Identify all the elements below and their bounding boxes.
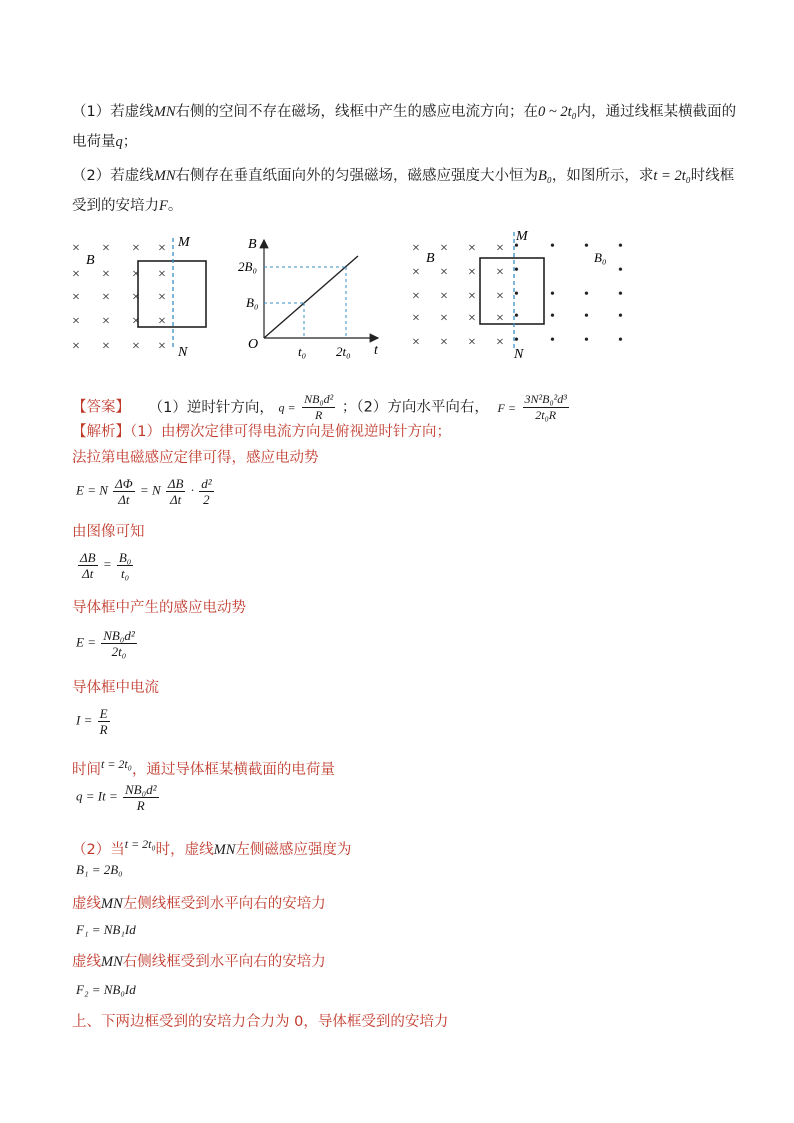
cross-mark: × — [440, 335, 448, 350]
var-mn: MN — [153, 168, 176, 184]
label-b: B — [86, 253, 95, 268]
cross-mark: × — [412, 241, 420, 256]
cross-mark: × — [496, 265, 504, 280]
label-m: M — [516, 229, 528, 244]
analysis-line-10: 上、下两边框受到的安培力合力为 0，导体框受到的安培力 — [72, 1014, 449, 1030]
cross-mark: × — [102, 267, 110, 282]
origin-o: O — [248, 337, 259, 352]
equation-emf: E = $\frac{\text{NB₀d²}}{\text{2t₀}}$ — [76, 628, 135, 659]
var-f: F — [159, 198, 168, 214]
cross-mark: × — [132, 339, 140, 354]
dot-mark: • — [584, 239, 589, 254]
dot-mark: • — [550, 333, 555, 348]
dot-mark: • — [618, 333, 623, 348]
cross-mark: × — [72, 290, 80, 305]
label-m: M — [178, 235, 190, 250]
wire-loop — [138, 261, 206, 327]
wire-loop — [480, 258, 544, 324]
answer-tag: 【答案】 — [72, 399, 130, 416]
question-1-line-2: 电荷量q； — [72, 134, 138, 150]
time-range: 0 ~ 2t₀ — [537, 104, 577, 120]
cross-mark: × — [468, 265, 476, 280]
dot-grid — [514, 239, 623, 348]
cross-mark: × — [132, 267, 140, 282]
cross-mark: × — [132, 241, 140, 256]
cross-mark: × — [440, 265, 448, 280]
figure-3-two-field — [404, 226, 640, 360]
fraction-f: $\frac{\text{3N²B₀²d³}}{\text{2t₀R}}$ — [524, 392, 567, 422]
equation-emf-faraday: E = N $\frac{\Delta\Phi}{\Delta t}$ = N $\frac{\Delta B}{\Delta t}$ · $\frac{\text{d²}}{2}$ — [76, 476, 212, 507]
dot-mark: • — [618, 287, 623, 302]
tick-b0: B₀ — [246, 295, 259, 310]
analysis-line-8: 虚线MN左侧线框受到水平向右的安培力 — [72, 896, 326, 912]
dot-mark: • — [514, 309, 519, 324]
cross-mark: × — [102, 290, 110, 305]
label-b0: B₀ — [594, 250, 607, 265]
equation-f1: F₁ = NB₁Id — [76, 922, 136, 937]
cross-mark: × — [102, 314, 110, 329]
cross-mark: × — [440, 289, 448, 304]
axis-label-b: B — [248, 237, 257, 252]
analysis-line-6: 时间$^{t = 2t_0}$，通过导体框某横截面的电荷量 — [72, 757, 335, 778]
tick-2b0: 2B₀ — [238, 259, 257, 274]
dot-mark: • — [618, 263, 623, 278]
dot-mark: • — [550, 239, 555, 254]
cross-mark: × — [468, 289, 476, 304]
question-2-line-2: 受到的安培力F。 — [72, 198, 183, 214]
cross-mark: × — [412, 289, 420, 304]
var-mn: MN — [153, 104, 176, 120]
cross-mark: × — [102, 339, 110, 354]
figure-2-b-t-graph — [238, 230, 388, 362]
question-1-line-1: （1）若虚线MN右侧的空间不存在磁场，线框中产生的感应电流方向；在0 ~ 2t₀内，通过线框某横截面的 — [72, 104, 737, 120]
tick-t0: t₀ — [298, 344, 307, 359]
equation-slope: $\frac{\Delta B}{\Delta t}$ = $\frac{\text{B₀}}{\text{t₀}}$ — [80, 550, 132, 581]
analysis-line-3: 由图像可知 — [72, 524, 145, 540]
analysis-tag: 【解析】 — [72, 424, 130, 440]
equation-b1: B₁ = 2B₀ — [76, 862, 123, 877]
dot-mark: • — [584, 333, 589, 348]
label-n: N — [178, 345, 188, 360]
figure-1-left-field — [62, 228, 222, 360]
cross-mark: × — [132, 290, 140, 305]
cross-mark: × — [158, 290, 166, 305]
cross-mark: × — [158, 241, 166, 256]
cross-mark: × — [102, 241, 110, 256]
dot-mark: • — [514, 333, 519, 348]
dot-mark: • — [514, 287, 519, 302]
question-2-line-1: （2）若虚线MN右侧存在垂直纸面向外的匀强磁场，磁感应强度大小恒为B₀，如图所示，求t = 2t₀时线框 — [72, 168, 735, 184]
label-b: B — [426, 251, 435, 266]
cross-mark: × — [72, 314, 80, 329]
equation-f2: F₂ = NB₀Id — [76, 982, 136, 997]
cross-mark: × — [468, 241, 476, 256]
time-2t0: t = 2t₀ — [653, 168, 691, 184]
dot-mark: • — [618, 239, 623, 254]
cross-mark: × — [132, 314, 140, 329]
dot-mark: • — [514, 263, 519, 278]
axis-label-t: t — [374, 343, 378, 358]
dot-mark: • — [584, 287, 589, 302]
tick-2t0: 2t₀ — [336, 344, 351, 359]
cross-mark: × — [72, 241, 80, 256]
analysis-line-1: 【解析】（1）由楞次定律可得电流方向是俯视逆时针方向； — [72, 424, 451, 440]
cross-mark: × — [412, 335, 420, 350]
cross-mark: × — [496, 289, 504, 304]
dot-mark: • — [584, 309, 589, 324]
cross-mark: × — [468, 335, 476, 350]
dot-mark: • — [618, 309, 623, 324]
dot-mark: • — [550, 309, 555, 324]
equation-current: I = $\frac{E}{R}$ — [76, 706, 108, 737]
analysis-line-7: （2）当$^{t = 2t_0}$时，虚线MN左侧磁感应强度为 — [72, 837, 352, 858]
analysis-line-5: 导体框中电流 — [72, 680, 159, 696]
cross-mark: × — [158, 314, 166, 329]
cross-mark: × — [468, 311, 476, 326]
cross-mark: × — [72, 267, 80, 282]
analysis-line-2: 法拉第电磁感应定律可得，感应电动势 — [72, 450, 319, 466]
cross-mark: × — [440, 311, 448, 326]
cross-mark: × — [72, 339, 80, 354]
answer-line: 【答案】 （1）逆时针方向， q = $\frac{\text{NB₀d²}}{R}$ ；（2）方向水平向右， F = $\frac{\text{3N²B₀²d³}}{\text{2t₀R}}$ — [72, 392, 567, 422]
dot-mark: • — [550, 287, 555, 302]
fraction-q: $\frac{\text{NB₀d²}}{R}$ — [304, 392, 334, 422]
cross-mark: × — [496, 311, 504, 326]
analysis-line-4: 导体框中产生的感应电动势 — [72, 600, 246, 616]
b-line — [264, 256, 358, 338]
cross-mark: × — [440, 241, 448, 256]
cross-mark: × — [412, 265, 420, 280]
equation-charge: q = It = $\frac{\text{NB₀d²}}{R}$ — [76, 782, 157, 813]
cross-mark: × — [412, 311, 420, 326]
cross-mark: × — [158, 339, 166, 354]
var-b0: B₀ — [537, 168, 552, 184]
cross-mark: × — [158, 267, 166, 282]
cross-mark: × — [496, 241, 504, 256]
var-q: q — [115, 134, 123, 150]
dot-mark: • — [514, 239, 519, 254]
analysis-line-9: 虚线MN右侧线框受到水平向右的安培力 — [72, 954, 326, 970]
label-n: N — [514, 347, 524, 360]
cross-mark: × — [496, 335, 504, 350]
